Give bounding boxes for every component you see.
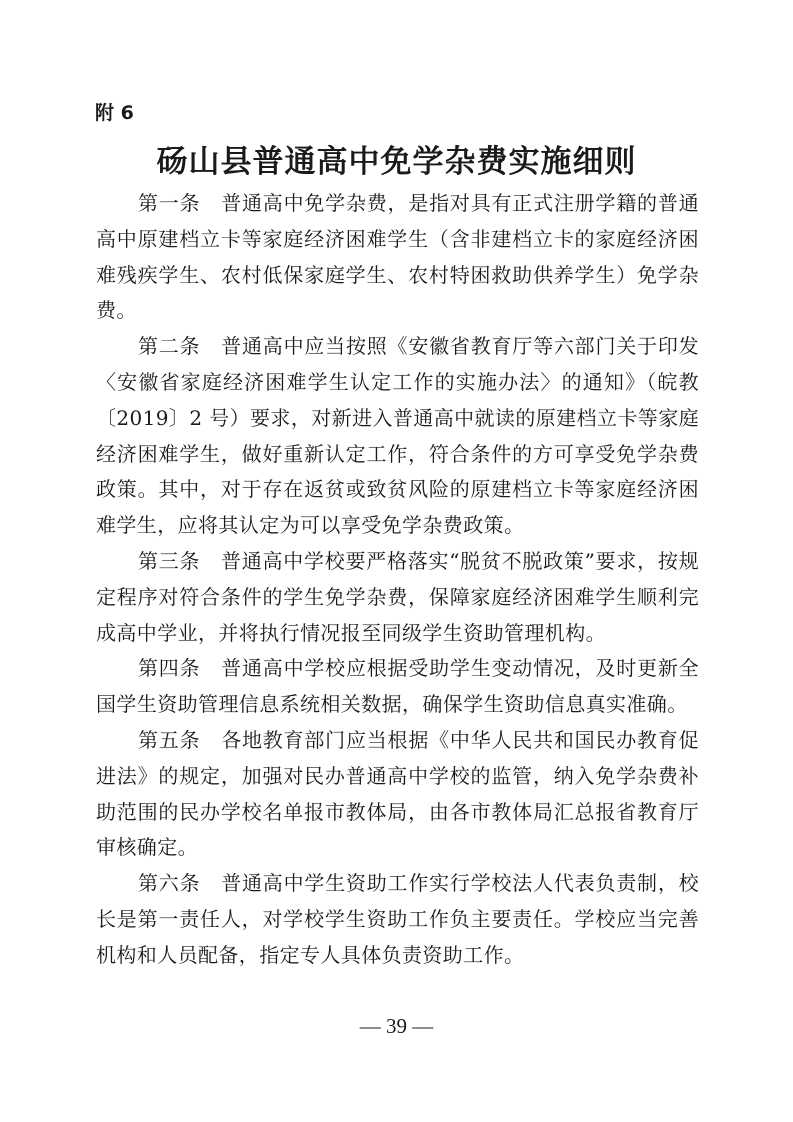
page-number: — 39 —: [359, 1014, 434, 1038]
article-text: 普通高中免学杂费，是指对具有正式注册学籍的普通高中原建档立卡等家庭经济困难学生（含非建档立卡的家庭经济困难残疾学生、农村低保家庭学生、农村特困救助供养学生）免学杂费。: [96, 191, 700, 323]
article-1: [96, 186, 699, 329]
article-5: [96, 723, 699, 866]
article-3: [96, 544, 699, 651]
article-heading: 第一条: [138, 191, 201, 215]
article-text: 普通高中学校要严格落实“脱贫不脱政策”要求，按规定程序对符合条件的学生免学杂费，保障家庭经济困难学生顺利完成高中学业，并将执行情况报至同级学生资助管理机构。: [96, 548, 699, 645]
article-text: 普通高中应当按照《安徽省教育厅等六部门关于印发〈安徽省家庭经济困难学生认定工作的实施办法〉的通知》（皖教〔2019〕2 号）要求，对新进入普通高中就读的原建档立卡等家庭经济困难学生，做好重新认定工作，符合条件的方可享受免学杂费政策。其中，对于存在返贫或致贫风险的原建档立卡等家庭经济困难学生，应将其认定为可以享受免学杂费政策。: [96, 334, 700, 538]
page-title: 砀山县普通高中免学杂费实施细则: [156, 144, 637, 180]
article-text: 各地教育部门应当根据《中华人民共和国民办教育促进法》的规定，加强对民办普通高中学校的监管，纳入免学杂费补助范围的民办学校名单报市教体局，由各市教体局汇总报省教育厅审核确定。: [96, 727, 700, 860]
article-heading: 第四条: [138, 656, 201, 681]
article-heading: 第六条: [138, 871, 201, 896]
article-4: [96, 651, 699, 723]
article-text: 普通高中学校应根据受助学生变动情况，及时更新全国学生资助管理信息系统相关数据，确保学生资助信息真实准确。: [96, 656, 700, 717]
article-heading: 第二条: [138, 334, 201, 359]
article-heading: 第三条: [138, 548, 201, 573]
article-6: [96, 866, 699, 973]
article-text: 普通高中学生资助工作实行学校法人代表负责制，校长是第一责任人，对学校学生资助工作负主要责任。学校应当完善机构和人员配备，指定专人具体负责资助工作。: [96, 871, 700, 967]
article-heading: 第五条: [138, 727, 201, 752]
appendix-label: 附 6: [95, 102, 134, 124]
document-body: [96, 186, 699, 974]
article-2: [96, 329, 699, 544]
